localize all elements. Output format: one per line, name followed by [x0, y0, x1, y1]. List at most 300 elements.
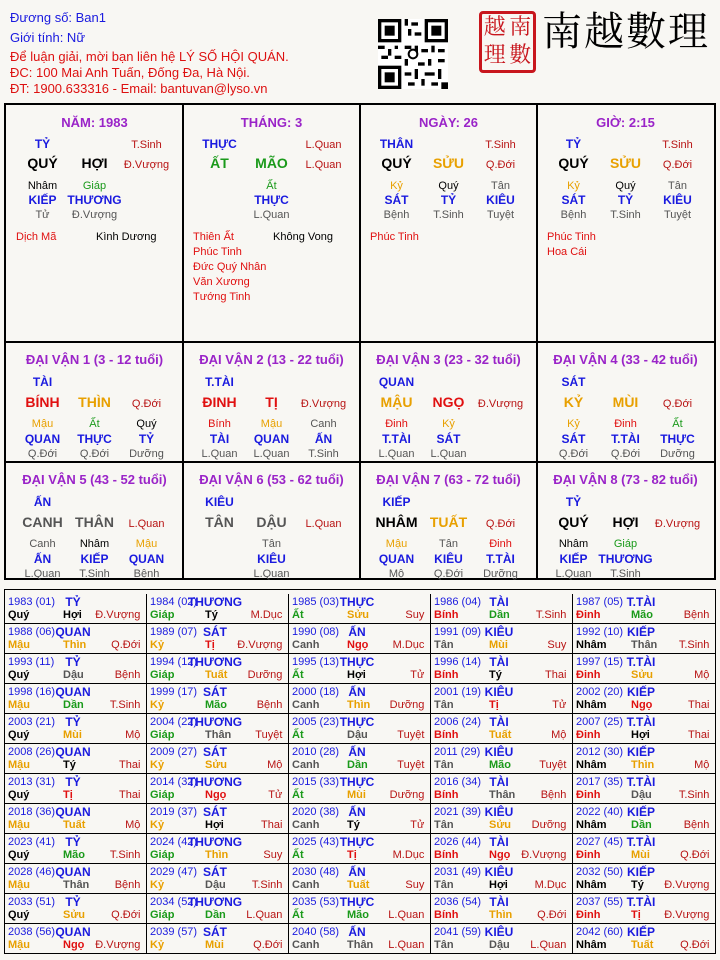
phone-email-line: ĐT: 1900.633316 - Email: bantuvan@lyso.vn — [10, 81, 268, 96]
year-stage: L.Quan — [388, 909, 425, 921]
year-stage: Mộ — [694, 669, 710, 681]
pillar-branch: MÃO — [255, 155, 288, 171]
year-cell — [431, 654, 573, 684]
year-cell — [573, 654, 715, 684]
year-label: 1999 (17) — [150, 686, 198, 698]
year-branch: Mão — [63, 849, 85, 861]
year-stem: Giáp — [150, 909, 175, 921]
year-stem: Ất — [292, 789, 304, 801]
luck-pillar-title: ĐẠI VẬN 7 (63 - 72 tuổi) — [376, 472, 521, 487]
year-god: KIÊU — [484, 625, 514, 639]
year-label: 2014 (32) — [150, 776, 198, 788]
hidden-stem-stage: T.Sinh — [610, 209, 641, 221]
year-label: 1988 (06) — [8, 626, 56, 638]
luck-pillar-stage: L.Quan — [305, 518, 342, 530]
year-stem: Bính — [434, 669, 459, 681]
year-branch: Thân — [347, 939, 374, 951]
year-stem: Mậu — [8, 819, 30, 831]
year-label: 2015 (33) — [292, 776, 340, 788]
year-god: QUAN — [55, 925, 91, 939]
year-branch: Tuất — [205, 669, 228, 681]
year-stage: Đ.Vượng — [664, 879, 710, 891]
year-stage: T.Sinh — [109, 699, 141, 711]
year-cell — [573, 894, 715, 924]
year-stem: Quý — [8, 849, 30, 861]
hidden-stem: Quý — [615, 180, 636, 192]
special-star: Phúc Tinh — [193, 246, 242, 258]
year-stem: Quý — [8, 609, 30, 621]
hidden-stem-god: THƯƠNG — [598, 552, 653, 566]
year-branch: Sửu — [347, 609, 370, 621]
luck-pillar-stage: Q.Đới — [131, 398, 162, 410]
year-stem: Tân — [434, 879, 454, 891]
year-label: 2031 (49) — [434, 866, 482, 878]
year-stem: Đinh — [576, 609, 601, 621]
hidden-stem-stage: Q.Đới — [610, 448, 641, 460]
year-god: ẤN — [348, 745, 366, 759]
year-label: 1992 (10) — [576, 626, 624, 638]
year-god: KIẾP — [626, 745, 656, 759]
year-cell — [147, 624, 289, 654]
pillar-stem-god: TỶ — [565, 137, 582, 151]
year-cell — [289, 774, 431, 804]
year-label: 2024 (42) — [150, 836, 198, 848]
luck-pillar-branch: MÙI — [612, 394, 639, 410]
hidden-stem: Đinh — [489, 538, 512, 550]
hidden-stem-god: SÁT — [436, 432, 461, 446]
year-stage: Bệnh — [256, 699, 283, 711]
year-branch: Tị — [205, 639, 215, 651]
year-stem: Giáp — [150, 669, 175, 681]
year-branch: Mùi — [347, 789, 366, 801]
hidden-stem: Quý — [136, 418, 157, 430]
pillar-stem-stage: T.Sinh — [485, 139, 516, 151]
year-branch: Tý — [63, 759, 76, 771]
year-stem: Đinh — [576, 849, 601, 861]
year-branch: Hợi — [347, 669, 366, 681]
luck-pillar-title: ĐẠI VẬN 2 (13 - 22 tuổi) — [199, 352, 344, 367]
year-stem: Nhâm — [576, 759, 607, 771]
year-branch: Mão — [205, 699, 227, 711]
hidden-stem: Ất — [266, 180, 277, 192]
hidden-stem: Bính — [208, 418, 231, 430]
year-label: 2030 (48) — [292, 866, 340, 878]
year-stage: M.Dục — [534, 879, 567, 891]
year-god: SÁT — [203, 805, 227, 819]
special-star: Phúc Tinh — [370, 231, 419, 243]
year-branch: Tị — [347, 849, 357, 861]
year-stem: Quý — [8, 909, 30, 921]
year-stem: Mậu — [8, 759, 30, 771]
year-label: 1990 (08) — [292, 626, 340, 638]
year-stage: Dưỡng — [247, 669, 283, 681]
luck-pillar-stage: Q.Đới — [662, 398, 693, 410]
year-stem: Bính — [434, 849, 459, 861]
year-god: THỰC — [339, 655, 375, 669]
luck-pillar-stage: Đ.Vượng — [654, 518, 701, 530]
year-label: 2003 (21) — [8, 716, 56, 728]
year-god: THỰC — [339, 895, 375, 909]
year-cell — [5, 684, 147, 714]
year-label: 1983 (01) — [8, 596, 56, 608]
year-cell — [5, 744, 147, 774]
year-cell — [289, 744, 431, 774]
luck-pillar-stage: Đ.Vượng — [300, 398, 347, 410]
hidden-stem-god: QUAN — [24, 432, 61, 446]
year-god: KIÊU — [484, 925, 514, 939]
luck-pillar-stage: Q.Đới — [485, 518, 516, 530]
year-label: 2029 (47) — [150, 866, 198, 878]
hidden-stem: Ất — [672, 418, 683, 430]
year-label: 2013 (31) — [8, 776, 56, 788]
year-stem: Tân — [434, 939, 454, 951]
year-stage: Tử — [268, 789, 283, 801]
year-label: 2038 (56) — [8, 926, 56, 938]
year-cell — [573, 744, 715, 774]
year-stem: Ất — [292, 669, 304, 681]
pillar-stem-stage: T.Sinh — [662, 139, 693, 151]
pillar-stem: QUÝ — [558, 155, 589, 171]
year-cell — [147, 714, 289, 744]
luck-pillar-branch: THÂN — [75, 514, 114, 530]
year-label: 2036 (54) — [434, 896, 482, 908]
year-stem: Ất — [292, 729, 304, 741]
year-cell — [573, 684, 715, 714]
year-label: 2022 (40) — [576, 806, 624, 818]
hidden-stem-god: KIÊU — [663, 193, 692, 207]
luck-pillar-stage: L.Quan — [128, 518, 165, 530]
year-branch: Thân — [205, 729, 232, 741]
hidden-stem-god: THỰC — [77, 432, 112, 446]
year-branch: Hợi — [205, 819, 224, 831]
year-cell — [5, 804, 147, 834]
pillar-stem: ẤT — [210, 155, 229, 171]
year-stage: Tuyệt — [397, 759, 425, 771]
year-stem: Quý — [8, 789, 30, 801]
year-stage: T.Sinh — [535, 609, 567, 621]
year-stage: Q.Đới — [111, 639, 141, 651]
pillar-stem-stage: L.Quan — [305, 139, 342, 151]
year-label: 2007 (25) — [576, 716, 624, 728]
year-stage: Thai — [118, 789, 141, 801]
year-branch: Tuất — [631, 939, 654, 951]
luck-pillar-title: ĐẠI VẬN 6 (53 - 62 tuổi) — [199, 472, 344, 487]
year-god: ẤN — [348, 685, 366, 699]
year-branch: Sửu — [489, 819, 512, 831]
year-stem: Canh — [292, 819, 320, 831]
year-god: KIÊU — [484, 805, 514, 819]
year-branch: Thân — [631, 639, 658, 651]
special-star: Không Vong — [273, 231, 333, 243]
hidden-stem-stage: Dưỡng — [129, 448, 164, 460]
year-stage: Tuyệt — [397, 729, 425, 741]
seal-char: 南 — [509, 15, 532, 40]
year-label: 1991 (09) — [434, 626, 482, 638]
year-god: THỰC — [339, 835, 375, 849]
hidden-stem-god: T.TÀI — [382, 432, 411, 446]
year-branch: Mão — [489, 759, 511, 771]
year-label: 2009 (27) — [150, 746, 198, 758]
year-label: 2010 (28) — [292, 746, 340, 758]
year-cell — [573, 864, 715, 894]
year-label: 1984 (02) — [150, 596, 198, 608]
year-cell — [147, 804, 289, 834]
year-cell — [573, 774, 715, 804]
year-label: 2019 (37) — [150, 806, 198, 818]
hidden-stem: Tân — [668, 180, 687, 192]
year-stage: Mộ — [125, 819, 141, 831]
year-stage: M.Dục — [392, 639, 425, 651]
year-label: 2033 (51) — [8, 896, 56, 908]
year-stage: Bệnh — [540, 789, 567, 801]
hidden-stem-stage: Q.Đới — [433, 568, 464, 580]
hidden-stem: Giáp — [613, 538, 638, 550]
hidden-stem-stage: Tuyệt — [486, 209, 515, 221]
hidden-stem: Tân — [262, 538, 281, 550]
year-branch: Mùi — [631, 849, 650, 861]
hidden-stem-stage: L.Quan — [201, 448, 238, 460]
year-stage: T.Sinh — [678, 639, 710, 651]
row-divider — [6, 341, 714, 343]
year-god: ẤN — [348, 865, 366, 879]
year-stage: Thai — [687, 729, 710, 741]
year-stage: Tử — [410, 819, 425, 831]
year-god: QUAN — [55, 865, 91, 879]
year-branch: Dậu — [205, 879, 226, 891]
hidden-stem: Tân — [439, 538, 458, 550]
row-divider — [6, 461, 714, 463]
year-god: T.TÀI — [626, 775, 656, 789]
hidden-stem: Đinh — [614, 418, 637, 430]
year-stem: Mậu — [8, 639, 30, 651]
luck-pillar-branch: THÌN — [78, 394, 111, 410]
year-cell — [431, 804, 573, 834]
year-stem: Ất — [292, 609, 304, 621]
pillar-stem: QUÝ — [27, 155, 58, 171]
year-god: KIẾP — [626, 925, 656, 939]
year-god: QUAN — [55, 685, 91, 699]
year-stage: Tử — [410, 669, 425, 681]
year-branch: Dậu — [63, 669, 84, 681]
year-branch: Tuất — [489, 729, 512, 741]
year-stem: Canh — [292, 879, 320, 891]
year-label: 2023 (41) — [8, 836, 56, 848]
year-god: THỰC — [339, 595, 375, 609]
pillar-stem-god: THÂN — [379, 137, 414, 151]
year-label: 2039 (57) — [150, 926, 198, 938]
year-stem: Nhâm — [576, 819, 607, 831]
year-stage: Thai — [687, 699, 710, 711]
luck-pillar-branch: DẬU — [256, 514, 287, 530]
hidden-stem-god: TỶ — [617, 193, 634, 207]
year-stem: Mậu — [8, 699, 30, 711]
pillar-stem-god: THỰC — [202, 137, 237, 151]
luck-pillar-god: QUAN — [378, 375, 415, 389]
year-stage: Thai — [260, 819, 283, 831]
year-god: SÁT — [203, 625, 227, 639]
hidden-stem-god: KIẾP — [28, 193, 57, 207]
year-branch: Mùi — [205, 939, 224, 951]
year-cell — [431, 774, 573, 804]
year-god: ẤN — [348, 805, 366, 819]
year-branch: Tý — [347, 819, 360, 831]
hidden-stem-stage: Q.Đới — [27, 448, 58, 460]
hidden-stem-god: TỶ — [138, 432, 155, 446]
year-stem: Ất — [292, 849, 304, 861]
hidden-stem: Nhâm — [27, 180, 58, 192]
luck-pillar-stem: QUÝ — [558, 514, 589, 530]
year-branch: Dần — [489, 609, 510, 621]
year-cell — [289, 624, 431, 654]
special-star: Phúc Tinh — [547, 231, 596, 243]
hidden-stem: Kỷ — [390, 180, 403, 192]
year-branch: Tý — [205, 609, 218, 621]
special-star: Thiên Ất — [193, 231, 234, 243]
year-branch: Tị — [63, 789, 73, 801]
hidden-stem-stage: Bệnh — [133, 568, 160, 580]
year-stage: Q.Đới — [680, 939, 710, 951]
year-stage: Q.Đới — [680, 849, 710, 861]
year-branch: Mão — [347, 909, 369, 921]
hidden-stem-god: T.TÀI — [486, 552, 515, 566]
hidden-stem: Kỷ — [567, 418, 580, 430]
year-cell — [431, 924, 573, 954]
year-stem: Giáp — [150, 729, 175, 741]
year-label: 2027 (45) — [576, 836, 624, 848]
hidden-stem: Tân — [491, 180, 510, 192]
year-label: 2017 (35) — [576, 776, 624, 788]
year-branch: Dần — [205, 909, 226, 921]
hidden-stem-stage: L.Quan — [253, 209, 290, 221]
luck-pillar-god: KIÊU — [205, 495, 234, 509]
year-cell — [431, 864, 573, 894]
year-label: 2005 (23) — [292, 716, 340, 728]
luck-pillar-branch: TUẤT — [429, 514, 468, 530]
year-branch: Sửu — [631, 669, 654, 681]
year-god: QUAN — [55, 745, 91, 759]
year-cell — [147, 894, 289, 924]
year-god: QUAN — [55, 625, 91, 639]
year-branch: Dần — [347, 759, 368, 771]
year-god: TÀI — [489, 595, 509, 609]
year-stem: Kỷ — [150, 759, 165, 771]
year-label: 2028 (46) — [8, 866, 56, 878]
hidden-stem-god: QUAN — [253, 432, 290, 446]
year-branch: Thìn — [631, 759, 655, 771]
hidden-stem-god: SÁT — [561, 193, 586, 207]
year-stage: Bệnh — [114, 669, 141, 681]
hidden-stem: Đinh — [385, 418, 408, 430]
year-stage: Q.Đới — [111, 909, 141, 921]
year-god: T.TÀI — [626, 595, 656, 609]
hidden-stem: Mậu — [31, 418, 54, 430]
year-branch: Hợi — [489, 879, 508, 891]
pillar-branch-stage: Q.Đới — [485, 159, 516, 171]
hidden-stem-stage: Tuyệt — [663, 209, 692, 221]
luck-pillar-god: SÁT — [561, 375, 586, 389]
year-cell — [573, 714, 715, 744]
year-cell — [147, 864, 289, 894]
hidden-stem-stage: Bệnh — [560, 209, 587, 221]
year-label: 2004 (22) — [150, 716, 198, 728]
qr-code-icon — [378, 19, 448, 89]
year-stem: Nhâm — [576, 939, 607, 951]
hidden-stem-stage: T.Sinh — [308, 448, 339, 460]
year-cell — [5, 834, 147, 864]
year-stem: Canh — [292, 759, 320, 771]
special-star: Hoa Cái — [547, 246, 587, 258]
pillar-stem: QUÝ — [381, 155, 412, 171]
year-cell — [289, 864, 431, 894]
luck-pillar-title: ĐẠI VẬN 8 (73 - 82 tuổi) — [553, 472, 698, 487]
year-stage: Đ.Vượng — [237, 639, 283, 651]
year-god: THỰC — [339, 715, 375, 729]
pillar-title: NĂM: 1983 — [61, 115, 128, 130]
year-label: 1989 (07) — [150, 626, 198, 638]
hidden-stem-god: QUAN — [128, 552, 165, 566]
year-stage: Suy — [405, 879, 425, 891]
year-branch: Ngọ — [347, 639, 369, 651]
year-label: 1985 (03) — [292, 596, 340, 608]
owner-label: Đương số: Ban1 — [10, 10, 107, 25]
year-god: T.TÀI — [626, 835, 656, 849]
year-label: 2026 (44) — [434, 836, 482, 848]
year-stage: Tử — [552, 699, 567, 711]
year-cell — [289, 804, 431, 834]
hidden-stem-stage: T.Sinh — [79, 568, 110, 580]
hidden-stem-stage: Q.Đới — [79, 448, 110, 460]
year-branch: Thìn — [63, 639, 87, 651]
pillar-title: GIỜ: 2:15 — [596, 115, 655, 130]
year-stage: Tuyệt — [255, 729, 283, 741]
year-label: 1998 (16) — [8, 686, 56, 698]
year-stage: Suy — [263, 849, 283, 861]
pillar-stem-god: TỶ — [34, 137, 51, 151]
year-branch: Dần — [63, 699, 84, 711]
year-branch: Tuất — [63, 819, 86, 831]
year-branch: Mùi — [489, 639, 508, 651]
year-stage: Bệnh — [114, 879, 141, 891]
year-branch: Ngọ — [631, 699, 653, 711]
year-stem: Giáp — [150, 789, 175, 801]
hidden-stem-god: THỰC — [254, 193, 289, 207]
year-god: T.TÀI — [626, 715, 656, 729]
seal-char: 越 — [483, 15, 506, 40]
year-stem: Giáp — [150, 849, 175, 861]
year-branch: Ngọ — [489, 849, 511, 861]
year-cell — [289, 594, 431, 624]
year-stem: Kỷ — [150, 819, 165, 831]
special-star: Kình Dương — [96, 231, 157, 243]
year-cell — [5, 714, 147, 744]
year-god: QUAN — [55, 805, 91, 819]
gender-label: Giới tính: Nữ — [10, 30, 86, 45]
hidden-stem-god: TÀI — [209, 432, 230, 446]
year-stage: Dưỡng — [389, 789, 425, 801]
year-god: THỰC — [339, 775, 375, 789]
year-cell — [289, 684, 431, 714]
year-stage: Đ.Vượng — [95, 609, 141, 621]
luck-pillar-stem: CANH — [22, 514, 63, 530]
year-cell — [147, 774, 289, 804]
year-god: KIẾP — [626, 805, 656, 819]
year-branch: Tị — [631, 909, 641, 921]
year-god: KIÊU — [484, 865, 514, 879]
luck-pillar-stem: KỶ — [563, 394, 584, 410]
year-stage: Đ.Vượng — [95, 939, 141, 951]
year-cell — [5, 924, 147, 954]
hidden-stem-god: ẤN — [33, 552, 52, 566]
